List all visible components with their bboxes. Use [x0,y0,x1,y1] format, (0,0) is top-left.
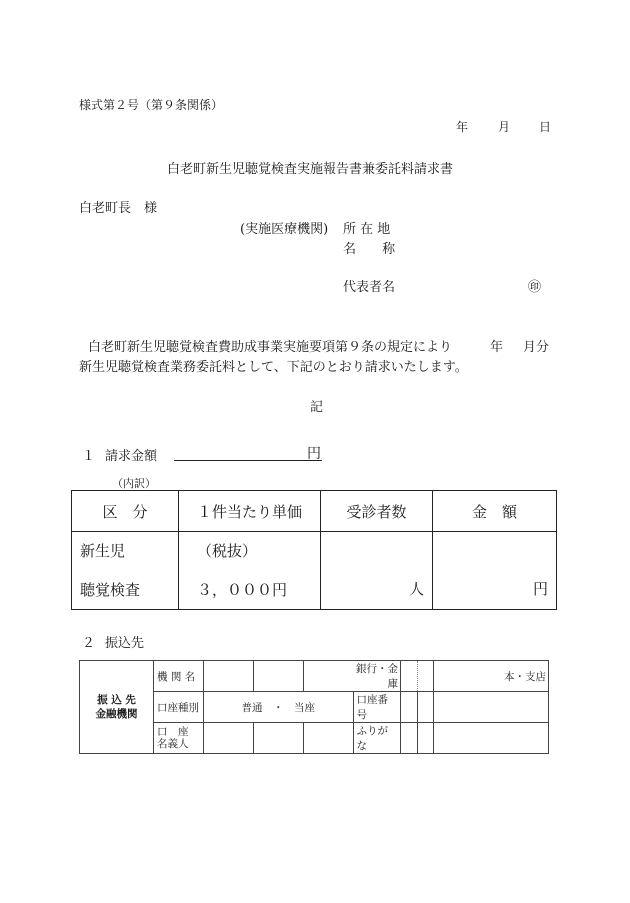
date-year-label: 年 [456,120,469,134]
bank-type-label: 銀行・金庫 [353,661,401,692]
address-label: 所 在 地 [343,222,391,237]
branch-cell-2[interactable] [417,661,434,692]
header-amount: 金 額 [433,491,557,532]
breakdown-label: （内訳） [112,477,156,490]
bank-side-label-1: 振 込 先 [97,694,136,706]
unit-price-value: ３，０００円 [179,570,321,610]
holder-cell-3[interactable] [304,723,354,754]
institution-prefix: (実施医療機関) [240,222,329,237]
body-line-1: 白老町新生児聴覚検査費助成事業実施要項第９条の規定により [88,340,453,355]
bank-side-label-2: 金融機関 [95,708,138,720]
item1-yen: 円 [307,446,321,462]
account-number-cell-1[interactable] [401,692,418,723]
representative-label: 代表者名 [343,280,396,295]
branch-type-label: 本・支店 [434,661,549,692]
addressee: 白老町長 様 [79,201,158,216]
amount-underline[interactable] [174,460,322,461]
amount-unit: 円 [532,580,548,598]
account-holder-label-2: 名義人 [157,738,189,750]
furigana-label: ふりがな [353,723,401,754]
bank-name-label: 機 関 名 [154,661,204,692]
bank-name-cell-3[interactable] [304,661,354,692]
header-unit-price: １件当たり単価 [179,491,321,532]
form-number-label: 様式第２号（第９条関係） [79,98,224,112]
holder-cell-2[interactable] [254,723,304,754]
furigana-cell-1[interactable] [401,723,418,754]
account-holder-label-1: 口 座 [157,726,189,738]
patient-count-cell[interactable] [321,532,433,610]
item2-label: 振込先 [105,636,145,651]
account-number-cell-3[interactable] [434,692,549,723]
furigana-cell-2[interactable] [417,723,434,754]
furigana-cell-3[interactable] [434,723,549,754]
seal-mark: ㊞ [528,280,542,295]
name-label: 名 称 [343,242,396,257]
header-patient-count: 受診者数 [321,491,433,532]
bank-name-cell-1[interactable] [204,661,254,692]
account-type-options[interactable]: 普通 ・ 当座 [204,692,354,723]
body-year: 年 [490,340,504,355]
breakdown-table [71,490,557,610]
holder-cell-1[interactable] [204,723,254,754]
amount-cell[interactable] [433,532,557,610]
header-category: 区 分 [72,491,179,532]
bank-table [79,660,549,754]
account-type-label: 口座種別 [154,692,204,723]
date-day-label: 日 [539,120,552,134]
date-month-label: 月 [498,120,511,134]
body-line-2: 新生児聴覚検査業務委託料として、下記のとおり請求いたします。 [79,360,468,375]
category-line-2: 聴覚検査 [72,570,179,610]
body-month: 月分 [523,340,550,355]
account-number-label: 口座番号 [353,692,401,723]
bank-side-label [80,661,154,754]
bank-name-cell-2[interactable] [254,661,304,692]
people-unit: 人 [408,580,424,598]
category-line-1: 新生児 [72,532,179,570]
account-number-cell-2[interactable] [417,692,434,723]
item2-number: ２ [82,636,96,651]
item1-number: １ [82,449,96,464]
ki-label: 記 [310,400,324,415]
item1-label: 請求金額 [105,449,158,464]
tax-note: （税抜） [179,532,321,570]
branch-cell-1[interactable] [401,661,418,692]
document-title: 白老町新生児聴覚検査実施報告書兼委託料請求書 [167,162,454,177]
account-holder-label [154,723,204,754]
